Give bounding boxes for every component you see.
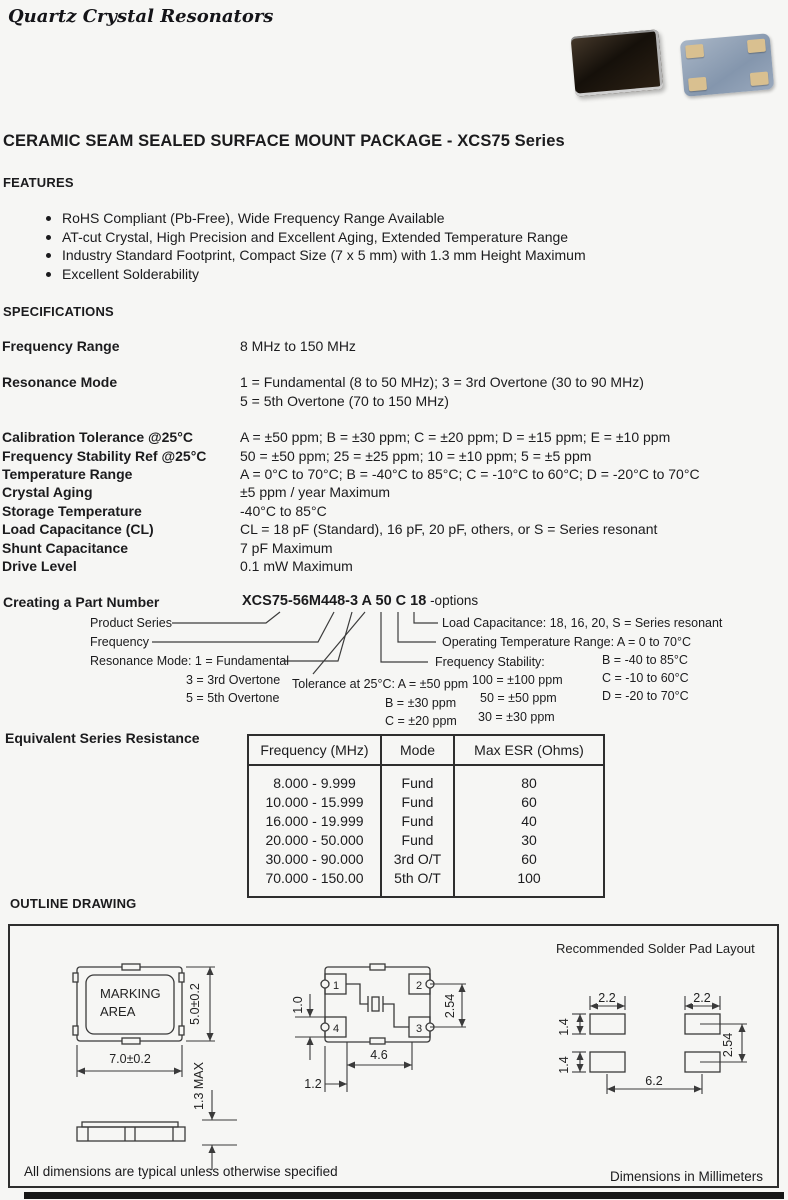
outline-box [8, 924, 779, 1188]
spec-label: Frequency Range [2, 338, 120, 354]
esr-cell: 16.000 - 19.999 [249, 811, 382, 830]
pn-label-resonance-3: 3 = 3rd Overtone [186, 673, 281, 687]
outline-drawings-svg [10, 926, 775, 1184]
feature-text: AT-cut Crystal, High Precision and Excellent Aging, Extended Temperature Range [62, 228, 569, 245]
feature-item [0, 246, 760, 265]
pn-label-temp-d: D = -20 to 70°C [602, 689, 689, 703]
chip-lid [571, 29, 664, 96]
esr-cell: 20.000 - 50.000 [249, 830, 382, 849]
pn-label-stability-50: 50 = ±50 ppm [480, 691, 557, 705]
specs-heading: SPECIFICATIONS [3, 304, 114, 319]
esr-cell: Fund [382, 811, 455, 830]
spec-value: 50 = ±50 ppm; 25 = ±25 ppm; 10 = ±10 ppm; 5 = ±5 ppm [240, 447, 592, 464]
specs-table [2, 337, 786, 575]
pn-label-load-capacitance: Load Capacitance: 18, 16, 20, S = Series resonant [442, 616, 723, 630]
esr-cell: 70.000 - 150.00 [249, 868, 382, 887]
solder-layout-title: Recommended Solder Pad Layout [556, 941, 755, 956]
spec-row [2, 447, 786, 465]
esr-col-header-esr: Max ESR (Ohms) [455, 736, 603, 766]
pn-label-frequency: Frequency [90, 635, 150, 649]
pad-number-2: 2 [415, 980, 423, 992]
spec-value: -40°C to 85°C [240, 502, 327, 519]
dim-pad-offset: 1.2 [304, 1077, 322, 1091]
spec-row [2, 465, 786, 483]
spec-label: Crystal Aging [2, 484, 93, 501]
esr-cell: 30.000 - 90.000 [249, 849, 382, 868]
product-photo-bottom [682, 37, 780, 99]
feature-text: RoHS Compliant (Pb-Free), Wide Frequency Range Available [62, 210, 445, 226]
spec-value: ±5 ppm / year Maximum [240, 484, 391, 501]
dim-solder-pitch: 2.54 [721, 1032, 735, 1058]
spec-row [2, 483, 786, 501]
esr-cell: Fund [382, 830, 455, 849]
pn-label-temp-b: B = -40 to 85°C [602, 653, 688, 667]
pn-label-tolerance-b: B = ±30 ppm [385, 696, 457, 710]
dim-solder-pad-height-2: 1.4 [557, 1056, 571, 1074]
esr-cell: Fund [382, 773, 455, 792]
note-left: All dimensions are typical unless otherwise specified [24, 1164, 338, 1179]
pn-label-resonance-mode: Resonance Mode: 1 = Fundamental [90, 654, 290, 668]
part-number-section [0, 591, 788, 733]
esr-cell: Fund [382, 792, 455, 811]
brand-title: Quartz Crystal Resonators [8, 6, 274, 27]
chip-pad [747, 39, 766, 54]
spec-row [2, 428, 786, 446]
spec-label: Shunt Capacitance [2, 539, 129, 556]
spec-row [2, 520, 786, 538]
bullet-icon [46, 235, 51, 240]
esr-cell: 80 [521, 774, 537, 791]
spec-label: Temperature Range [2, 466, 133, 483]
spec-value: A = 0°C to 70°C; B = -40°C to 85°C; C = -10°C to 60°C; D = -20°C to 70°C [240, 466, 700, 483]
dim-pad-span: 4.6 [370, 1048, 388, 1062]
esr-grid [249, 736, 603, 896]
pn-label-resonance-5: 5 = 5th Overtone [186, 691, 280, 705]
esr-table [247, 734, 605, 898]
part-number-suffix: -options [426, 593, 479, 608]
esr-cell: 5th O/T [382, 868, 455, 887]
part-number-bold: XCS75-56M448-3 A 50 C 18 [242, 593, 427, 609]
dim-solder-pad-width-2: 2.2 [693, 991, 711, 1005]
pn-label-product-series: Product Series [90, 616, 172, 630]
spec-label: Resonance Mode [2, 374, 118, 391]
side-view-drawing [77, 1061, 237, 1170]
spec-value: 8 MHz to 150 MHz [240, 338, 356, 354]
spec-row [2, 373, 786, 410]
esr-cell: 8.000 - 9.999 [249, 773, 382, 792]
note-right: Dimensions in Millimeters [609, 1169, 763, 1184]
feature-item [0, 209, 760, 228]
spec-value: CL = 18 pF (Standard), 16 pF, 20 pF, others, or S = Series resonant [240, 521, 658, 538]
pn-label-stability-100: 100 = ±100 ppm [472, 673, 563, 687]
esr-heading: Equivalent Series Resistance [5, 730, 200, 746]
spec-value: 1 = Fundamental (8 to 50 MHz); 3 = 3rd Overtone (30 to 90 MHz) [240, 374, 644, 391]
esr-cell: 30 [521, 831, 537, 848]
spec-label: Storage Temperature [2, 502, 142, 519]
pad-number-4: 4 [332, 1023, 340, 1035]
pad-number-3: 3 [415, 1023, 423, 1035]
feature-item [0, 228, 760, 247]
esr-cell: 10.000 - 15.999 [249, 792, 382, 811]
pn-label-tolerance-c: C = ±20 ppm [385, 714, 457, 728]
esr-cell: 40 [521, 812, 537, 829]
spec-label: Drive Level [2, 558, 77, 575]
crystal-symbol [346, 984, 409, 1027]
spec-label: Frequency Stability Ref @25°C [2, 447, 207, 464]
dim-package-height: 5.0±0.2 [188, 983, 202, 1025]
pad-number-1: 1 [332, 980, 340, 992]
feature-text: Excellent Solderability [62, 265, 199, 282]
bullet-icon [46, 272, 51, 277]
features-heading: FEATURES [3, 175, 74, 190]
dim-solder-span: 6.2 [645, 1074, 663, 1088]
esr-cell: 60 [521, 793, 537, 810]
marking-area-line1: MARKING [100, 986, 161, 1001]
spec-value: 0.1 mW Maximum [240, 558, 353, 575]
page-title: CERAMIC SEAM SEALED SURFACE MOUNT PACKAGE - XCS75 Series [3, 132, 565, 150]
spec-row [2, 337, 786, 355]
feature-item [0, 265, 760, 284]
top-view-drawing [73, 964, 215, 1077]
spec-value: 7 pF Maximum [240, 539, 333, 556]
part-number-example [242, 593, 478, 609]
spec-label: Calibration Tolerance @25°C [2, 429, 193, 446]
esr-cell: 3rd O/T [382, 849, 455, 868]
bullet-icon [46, 253, 51, 258]
esr-cell: 60 [521, 850, 537, 867]
bullet-icon [46, 216, 51, 221]
esr-section [0, 728, 788, 896]
pn-label-temp-c: C = -10 to 60°C [602, 671, 689, 685]
spec-row [2, 539, 786, 557]
dim-height-max: 1.3 MAX [192, 1062, 206, 1110]
esr-col-header-frequency: Frequency (MHz) [249, 736, 382, 766]
pn-label-stability-30: 30 = ±30 ppm [478, 710, 555, 724]
dim-solder-pad-width-1: 2.2 [598, 991, 616, 1005]
marking-area-line2: AREA [100, 1004, 136, 1019]
spec-value: A = ±50 ppm; B = ±30 ppm; C = ±20 ppm; D = ±15 ppm; E = ±10 ppm [240, 429, 671, 446]
part-number-heading: Creating a Part Number [3, 594, 160, 610]
outline-heading: OUTLINE DRAWING [10, 896, 137, 911]
chip-pad [750, 71, 769, 86]
features-list [0, 209, 760, 283]
product-photo-top [573, 33, 665, 99]
esr-col-header-mode: Mode [382, 736, 455, 766]
bottom-view-drawing [291, 964, 466, 1092]
dim-solder-pad-height-1: 1.4 [557, 1018, 571, 1036]
spec-row [2, 502, 786, 520]
chip-pad [685, 44, 704, 59]
spec-label: Load Capacitance (CL) [2, 521, 154, 538]
dim-pad-pitch: 2.54 [443, 993, 457, 1019]
dim-package-width: 7.0±0.2 [109, 1052, 151, 1066]
dim-pad-height: 1.0 [291, 996, 305, 1014]
pn-label-freq-stability: Frequency Stability: [435, 655, 545, 669]
bottom-bar [24, 1192, 784, 1199]
pn-label-operating-temp: Operating Temperature Range: A = 0 to 70°C [442, 635, 692, 649]
esr-cell: 100 [517, 869, 541, 886]
feature-text: Industry Standard Footprint, Compact Size (7 x 5 mm) with 1.3 mm Height Maximum [62, 247, 586, 264]
spec-value: 5 = 5th Overtone (70 to 150 MHz) [240, 392, 449, 409]
chip-pad [688, 77, 707, 92]
pn-label-tolerance-a: Tolerance at 25°C: A = ±50 ppm [292, 677, 469, 691]
chip-base [680, 33, 775, 97]
spec-row [2, 557, 786, 575]
solder-pad-layout [557, 991, 747, 1094]
